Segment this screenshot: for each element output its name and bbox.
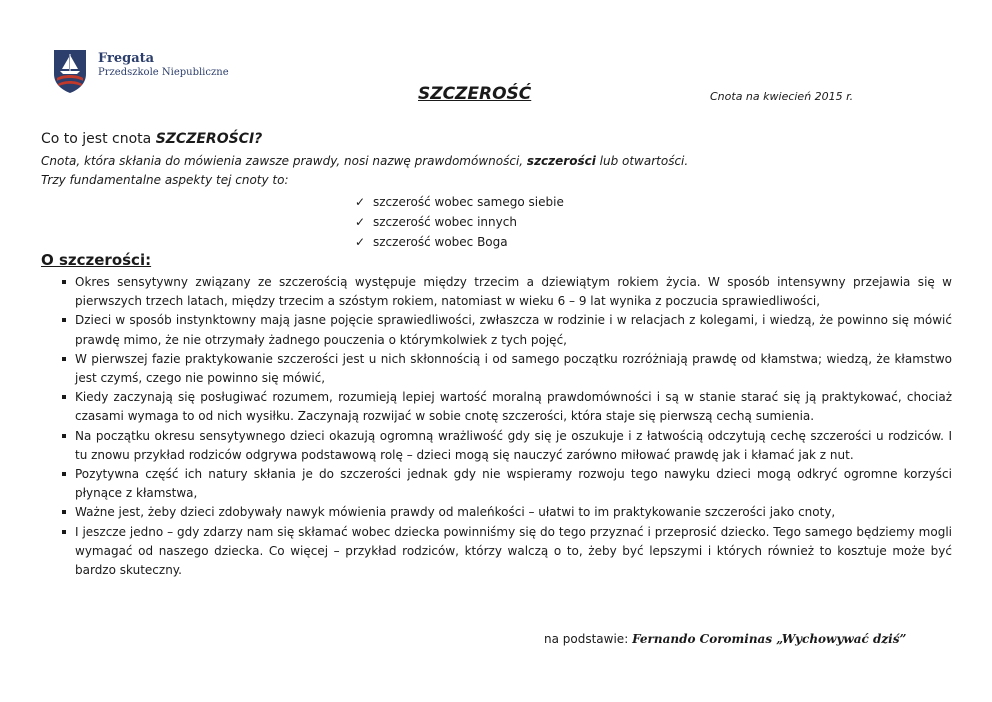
list-item: [60, 388, 952, 426]
page-title: SZCZEROŚĆ: [418, 84, 532, 104]
list-item: [60, 273, 952, 311]
intro-question: [41, 131, 262, 147]
bullet-square-icon: [62, 280, 66, 284]
list-item-text: Pozytywna część ich natury skłania je do szczerości jednak gdy nie wspieramy rozwoju tego nawyku dzieci mogą odkryć ogromne korzyści płynące z kłamstwa,: [75, 467, 952, 501]
aspect-text: szczerość wobec Boga: [373, 235, 508, 249]
list-item-text: Kiedy zaczynają się posługiwać rozumem, rozumieją lepiej wartość moralną prawdomówności i są w stanie starać się ją praktykować, chociaż czasami wymaga to od nich wysiłku. Zaczynają rozwijać w sobie cnotę szczerości, która staje się pierwszą cechą sumienia.: [75, 390, 952, 424]
honesty-list: [60, 273, 952, 580]
list-item: [60, 427, 952, 465]
check-icon: ✓: [355, 235, 366, 249]
brand-name: Fregata: [98, 51, 155, 66]
list-item-text: I jeszcze jedno – gdy zdarzy nam się skłamać wobec dziecka powinniśmy się do tego przyznać i przeprosić dziecko. Tego samego będziemy mogli wymagać od naszego dziecka. Co więcej – przykład rodziców, którzy walczą o to, żeby być lepszymi i których również to kosztuje może być bardzo skuteczny.: [75, 524, 952, 578]
brand-subtitle: Przedszkole Niepubliczne: [98, 67, 229, 79]
definition-bold: szczerości: [526, 154, 596, 168]
definition-pre: Cnota, która skłania do mówienia zawsze prawdy, nosi nazwę prawdomówności,: [41, 154, 527, 168]
bullet-square-icon: [62, 530, 66, 534]
fregata-logo-icon: [52, 48, 88, 94]
brand-block: [98, 52, 229, 78]
aspect-text: szczerość wobec innych: [373, 215, 517, 229]
bullet-square-icon: [62, 434, 66, 438]
source-citation: [544, 632, 906, 646]
list-item-text: Dzieci w sposób instynktowny mają jasne pojęcie sprawiedliwości, zwłaszcza w rodzinie i w relacjach z kolegami, i wiedzą, że powinno się mówić prawdę mimo, że nie otrzymały żadnego pouczenia o którymkolwiek z tych pojęć,: [75, 313, 952, 347]
list-item-text: Ważne jest, żeby dzieci zdobywały nawyk mówienia prawdy od maleńkości – ułatwi to im praktykowanie szczerości jako cnoty,: [75, 505, 836, 520]
check-icon: ✓: [355, 195, 366, 209]
list-item-text: Okres sensytywny związany ze szczerością występuje między trzecim a dziewiątym rokiem życia. W sposób intensywny przejawia się w pierwszych trzech latach, między trzecim a szóstym rokiem, natomiast w wieku 6 – 9 lat wynika z poczucia sprawiedliwości,: [75, 275, 952, 309]
bullet-square-icon: [62, 318, 66, 322]
aspects-intro: Trzy fundamentalne aspekty tej cnoty to:: [41, 173, 289, 187]
definition-post: lub otwartości.: [595, 154, 689, 168]
intro-question-bold: SZCZEROŚCI?: [155, 131, 263, 147]
bullet-square-icon: [62, 472, 66, 476]
list-item: [60, 503, 952, 522]
virtue-of-month: Cnota na kwiecień 2015 r.: [710, 90, 854, 103]
section-title: O szczerości:: [41, 251, 152, 269]
list-item: [60, 523, 952, 581]
source-prefix: na podstawie:: [544, 632, 633, 646]
check-icon: ✓: [355, 215, 366, 229]
aspect-item: [355, 212, 564, 232]
intro-question-prefix: Co to jest cnota: [41, 131, 156, 147]
list-item: [60, 465, 952, 503]
list-item-text: Na początku okresu sensytywnego dzieci okazują ogromną wrażliwość gdy się je oszukuje i z łatwością odczytują cechę szczerości u rodziców. I tu znowu przykład rodziców odgrywa podstawową rolę – dzieci mogą się nauczyć zarówno miłować prawdę jak i kłamać jak z nut.: [75, 428, 952, 462]
aspect-item: [355, 192, 564, 212]
list-item-text: W pierwszej fazie praktykowanie szczerości jest u nich skłonnością i od samego początku rozróżniają prawdę od kłamstwa; wiedzą, że kłamstwo jest czymś, czego nie powinno się mówić,: [75, 351, 952, 386]
virtue-definition: [41, 154, 688, 168]
list-item: [60, 350, 952, 388]
aspect-item: [355, 232, 564, 252]
aspects-list: [355, 192, 564, 252]
list-item: [60, 311, 952, 349]
bullet-square-icon: [62, 510, 66, 514]
aspect-text: szczerość wobec samego siebie: [373, 195, 564, 209]
bullet-square-icon: [62, 357, 66, 361]
bullet-square-icon: [62, 395, 66, 399]
source-title: Fernando Corominas „Wychowywać dziś”: [632, 632, 907, 646]
